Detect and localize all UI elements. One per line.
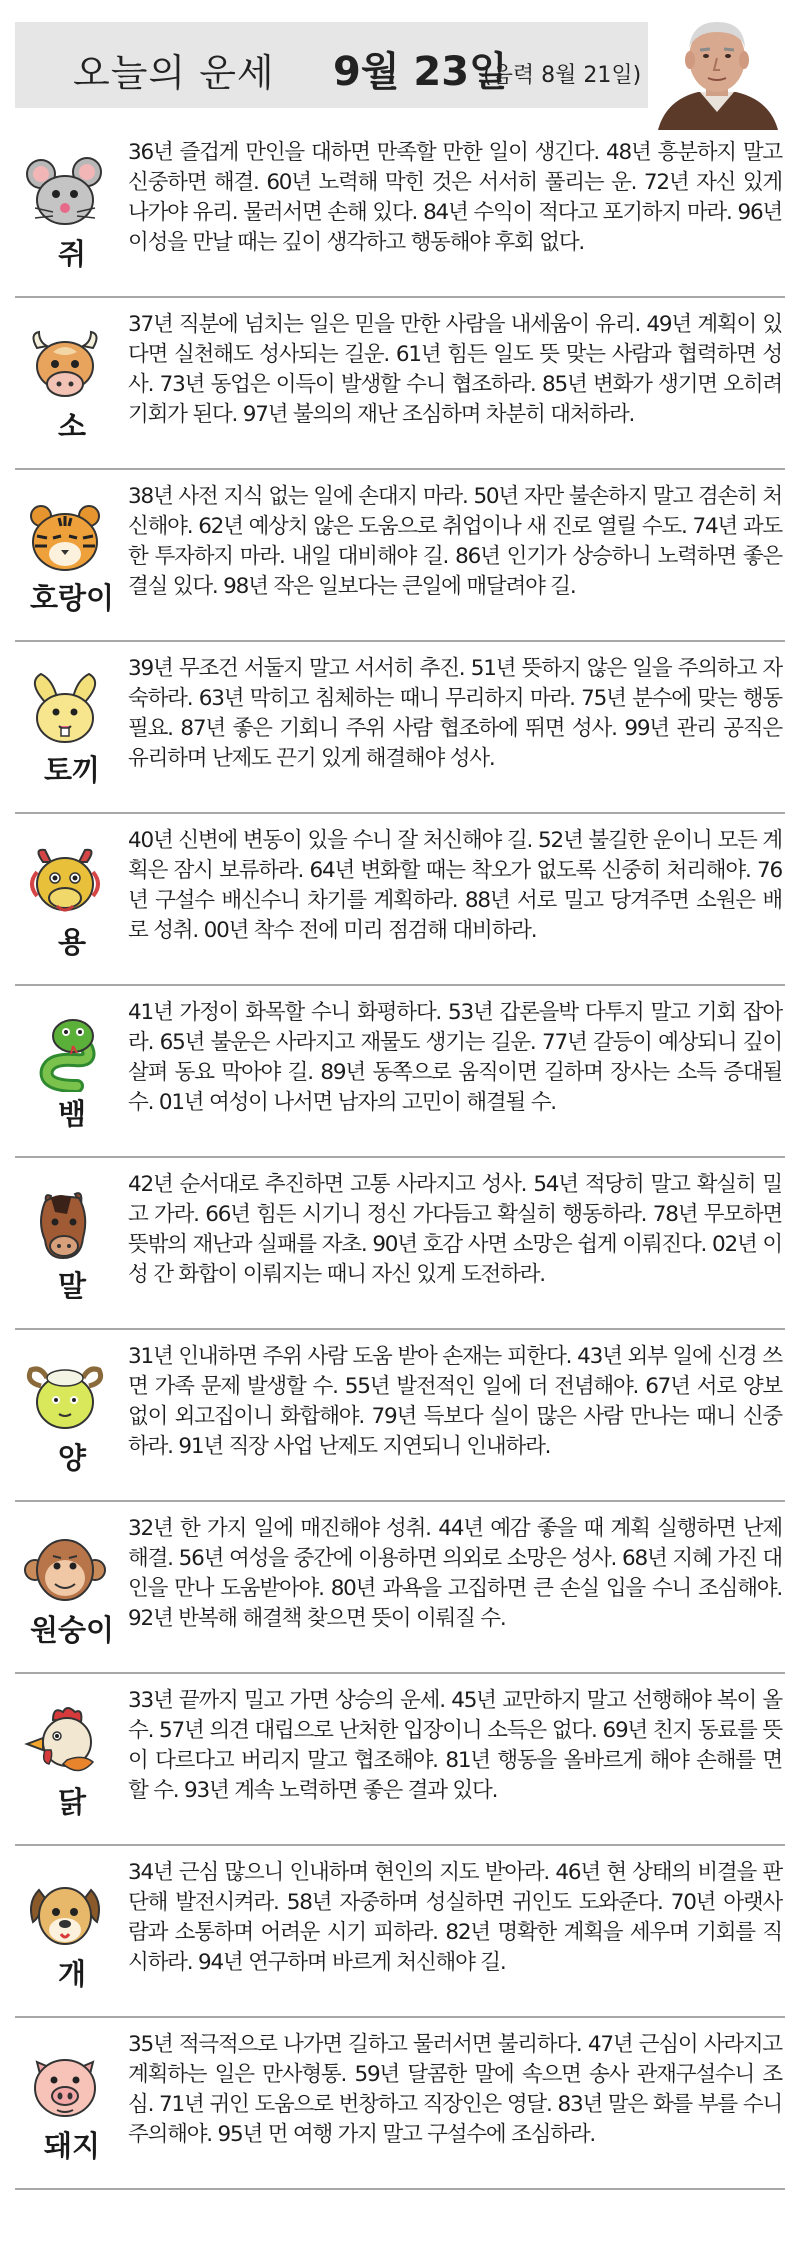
monkey-icon: [23, 1532, 107, 1608]
fortune-entry-sheep: [15, 1330, 785, 1502]
fortune-text: 36년 즐겁게 만인을 대하면 만족할 만한 일이 생긴다. 48년 흥분하지 말고 신중하면 해결. 60년 노력해 막힌 것은 서서히 풀리는 운. 72년 자신 있게 나가야 유리. 물러서면 손해 있다. 84년 수익이 적다고 포기하지 마라. 96년 이성을 만날 때는 깊이 생각하고 행동해야 후회 없다.: [128, 140, 782, 255]
fortune-entry-monkey: [15, 1502, 785, 1674]
fortune-text: 33년 끝까지 밀고 가면 상승의 운세. 45년 교만하지 말고 선행해야 복이 올 수. 57년 의견 대립으로 난처한 입장이니 소득은 없다. 69년 친지 동료를 뜻이 다르다고 버리지 말고 협조해야. 81년 행동을 올바르게 해야 손해를 면할 수. 93년 계속 노력하면 좋은 결과 있다.: [128, 1688, 782, 1803]
fortune-text: 32년 한 가지 일에 매진해야 성취. 44년 예감 좋을 때 계획 실행하면 난제 해결. 56년 여성을 중간에 이용하면 의외로 소망은 성사. 68년 지혜 가진 대인을 만나 도움받아야. 80년 과욕을 고집하면 큰 손실 입을 수니 조심해야. 92년 반복해 해결책 찾으면 뜻이 이뤄질 수.: [128, 1516, 782, 1631]
pig-icon: [23, 2048, 107, 2124]
fortune-text: 40년 신변에 변동이 있을 수니 잘 처신해야 길. 52년 불길한 운이니 모든 계획은 잠시 보류하라. 64년 변화할 때는 착오가 없도록 신중히 처리해야. 76년 구설수 배신수니 차기를 계획하라. 88년 서로 밀고 당겨주면 소원은 배로 성취. 00년 착수 전에 미리 점검해 대비하라.: [128, 828, 782, 943]
fortune-entry-dog: [15, 1846, 785, 2018]
fortune-text: 37년 직분에 넘치는 일은 믿을 만한 사람을 내세움이 유리. 49년 계획이 있다면 실천해도 성사되는 길운. 61년 힘든 일도 뜻 맞는 사람과 협력하면 성사. 73년 동업은 이득이 발생할 수니 협조하라. 85년 변화가 생기면 오히려 기회가 된다. 97년 불의의 재난 조심하며 차분히 대처하라.: [128, 312, 782, 427]
fortune-entry-dragon: [15, 814, 785, 986]
rabbit-icon: [23, 672, 107, 748]
zodiac-name: 말: [57, 1269, 86, 1303]
zodiac-name: 쥐: [57, 237, 86, 271]
zodiac-name: 닭: [57, 1785, 86, 1819]
fortune-entry-ox: [15, 298, 785, 470]
dragon-icon: [23, 844, 107, 920]
zodiac-name: 토끼: [43, 753, 101, 787]
fortune-entry-rabbit: [15, 642, 785, 814]
fortune-text: 34년 근심 많으니 인내하며 현인의 지도 받아라. 46년 현 상태의 비결을 판단해 발전시켜라. 58년 자중하며 성실하면 귀인도 도와준다. 70년 아랫사람과 소통하며 어려운 시기 피하라. 82년 명확한 계획을 세우며 기회를 직시하라. 94년 연구하며 바르게 처신해야 길.: [128, 1860, 782, 1975]
zodiac-name: 소: [57, 409, 86, 443]
snake-icon: [23, 1016, 107, 1092]
zodiac-name: 뱀: [57, 1097, 86, 1131]
rooster-icon: [23, 1704, 107, 1780]
fortune-text: 42년 순서대로 추진하면 고통 사라지고 성사. 54년 적당히 말고 확실히 밀고 가라. 66년 힘든 시기니 정신 가다듬고 확실히 행동하라. 78년 무모하면 뜻밖의 재난과 실패를 자초. 90년 호감 사면 소망은 쉽게 이뤄진다. 02년 이성 간 화합이 이뤄지는 때니 자신 있게 도전하라.: [128, 1172, 782, 1287]
fortune-text: 41년 가정이 화목할 수니 화평하다. 53년 갑론을박 다투지 말고 기회 잡아라. 65년 불운은 사라지고 재물도 생기는 길운. 77년 갈등이 예상되니 깊이 살펴 동요 막아야 길. 89년 동쪽으로 움직이면 길하며 장사는 소득 증대될 수. 01년 여성이 나서면 남자의 고민이 해결될 수.: [128, 1000, 782, 1115]
tiger-icon: [23, 500, 107, 576]
zodiac-name: 양: [57, 1441, 86, 1475]
fortune-text: 38년 사전 지식 없는 일에 손대지 마라. 50년 자만 불손하지 말고 겸손히 처신해야. 62년 예상치 않은 도움으로 취업이나 새 진로 열릴 수도. 74년 과도한 투자하지 마라. 내일 대비해야 길. 86년 인기가 상승하니 노력하면 좋은 결실 있다. 98년 작은 일보다는 큰일에 매달려야 길.: [128, 484, 782, 599]
fortune-entry-pig: [15, 2018, 785, 2190]
fortune-entry-snake: [15, 986, 785, 1158]
fortune-entry-horse: [15, 1158, 785, 1330]
fortune-text: 35년 적극적으로 나가면 길하고 물러서면 불리하다. 47년 근심이 사라지고 계획하는 일은 만사형통. 59년 달콤한 말에 속으면 송사 관재구설수니 조심. 71년 귀인 도움으로 번창하고 직장인은 영달. 83년 말은 화를 부를 수니 주의해야. 95년 먼 여행 가지 말고 구설수에 조심하라.: [128, 2032, 782, 2147]
date-label: 9월 23일: [333, 49, 508, 95]
zodiac-name: 용: [57, 925, 86, 959]
fortune-entry-rooster: [15, 1674, 785, 1846]
dog-icon: [23, 1876, 107, 1952]
page-title: 오늘의 운세: [73, 51, 275, 95]
rat-icon: [23, 156, 107, 232]
fortune-text: 31년 인내하면 주위 사람 도움 받아 손재는 피한다. 43년 외부 일에 신경 쓰면 가족 문제 발생할 수. 55년 발전적인 일에 더 전념해야. 67년 서로 양보 없이 외고집이니 화합해야. 79년 득보다 실이 많은 사람 만나는 때니 신중하라. 91년 직장 사업 난제도 지연되니 인내하라.: [128, 1344, 782, 1459]
lunar-date-label: (음력 8월 21일): [483, 63, 642, 88]
row-divider: [15, 2188, 785, 2190]
horse-icon: [23, 1188, 107, 1264]
fortune-text: 39년 무조건 서둘지 말고 서서히 추진. 51년 뜻하지 않은 일을 주의하고 자숙하라. 63년 막히고 침체하는 때니 무리하지 마라. 75년 분수에 맞는 행동 필요. 87년 좋은 기회니 주위 사람 협조하에 뛰면 성사. 99년 관리 공직은 유리하며 난제도 끈기 있게 해결해야 성사.: [128, 656, 782, 771]
ox-icon: [23, 328, 107, 404]
sheep-icon: [23, 1360, 107, 1436]
zodiac-name: 돼지: [43, 2129, 101, 2163]
fortune-entry-rat: [15, 126, 785, 298]
zodiac-name: 호랑이: [29, 581, 115, 615]
fortune-entry-tiger: [15, 470, 785, 642]
zodiac-name: 원숭이: [29, 1613, 115, 1647]
author-portrait: [648, 8, 786, 130]
zodiac-name: 개: [57, 1957, 86, 1991]
